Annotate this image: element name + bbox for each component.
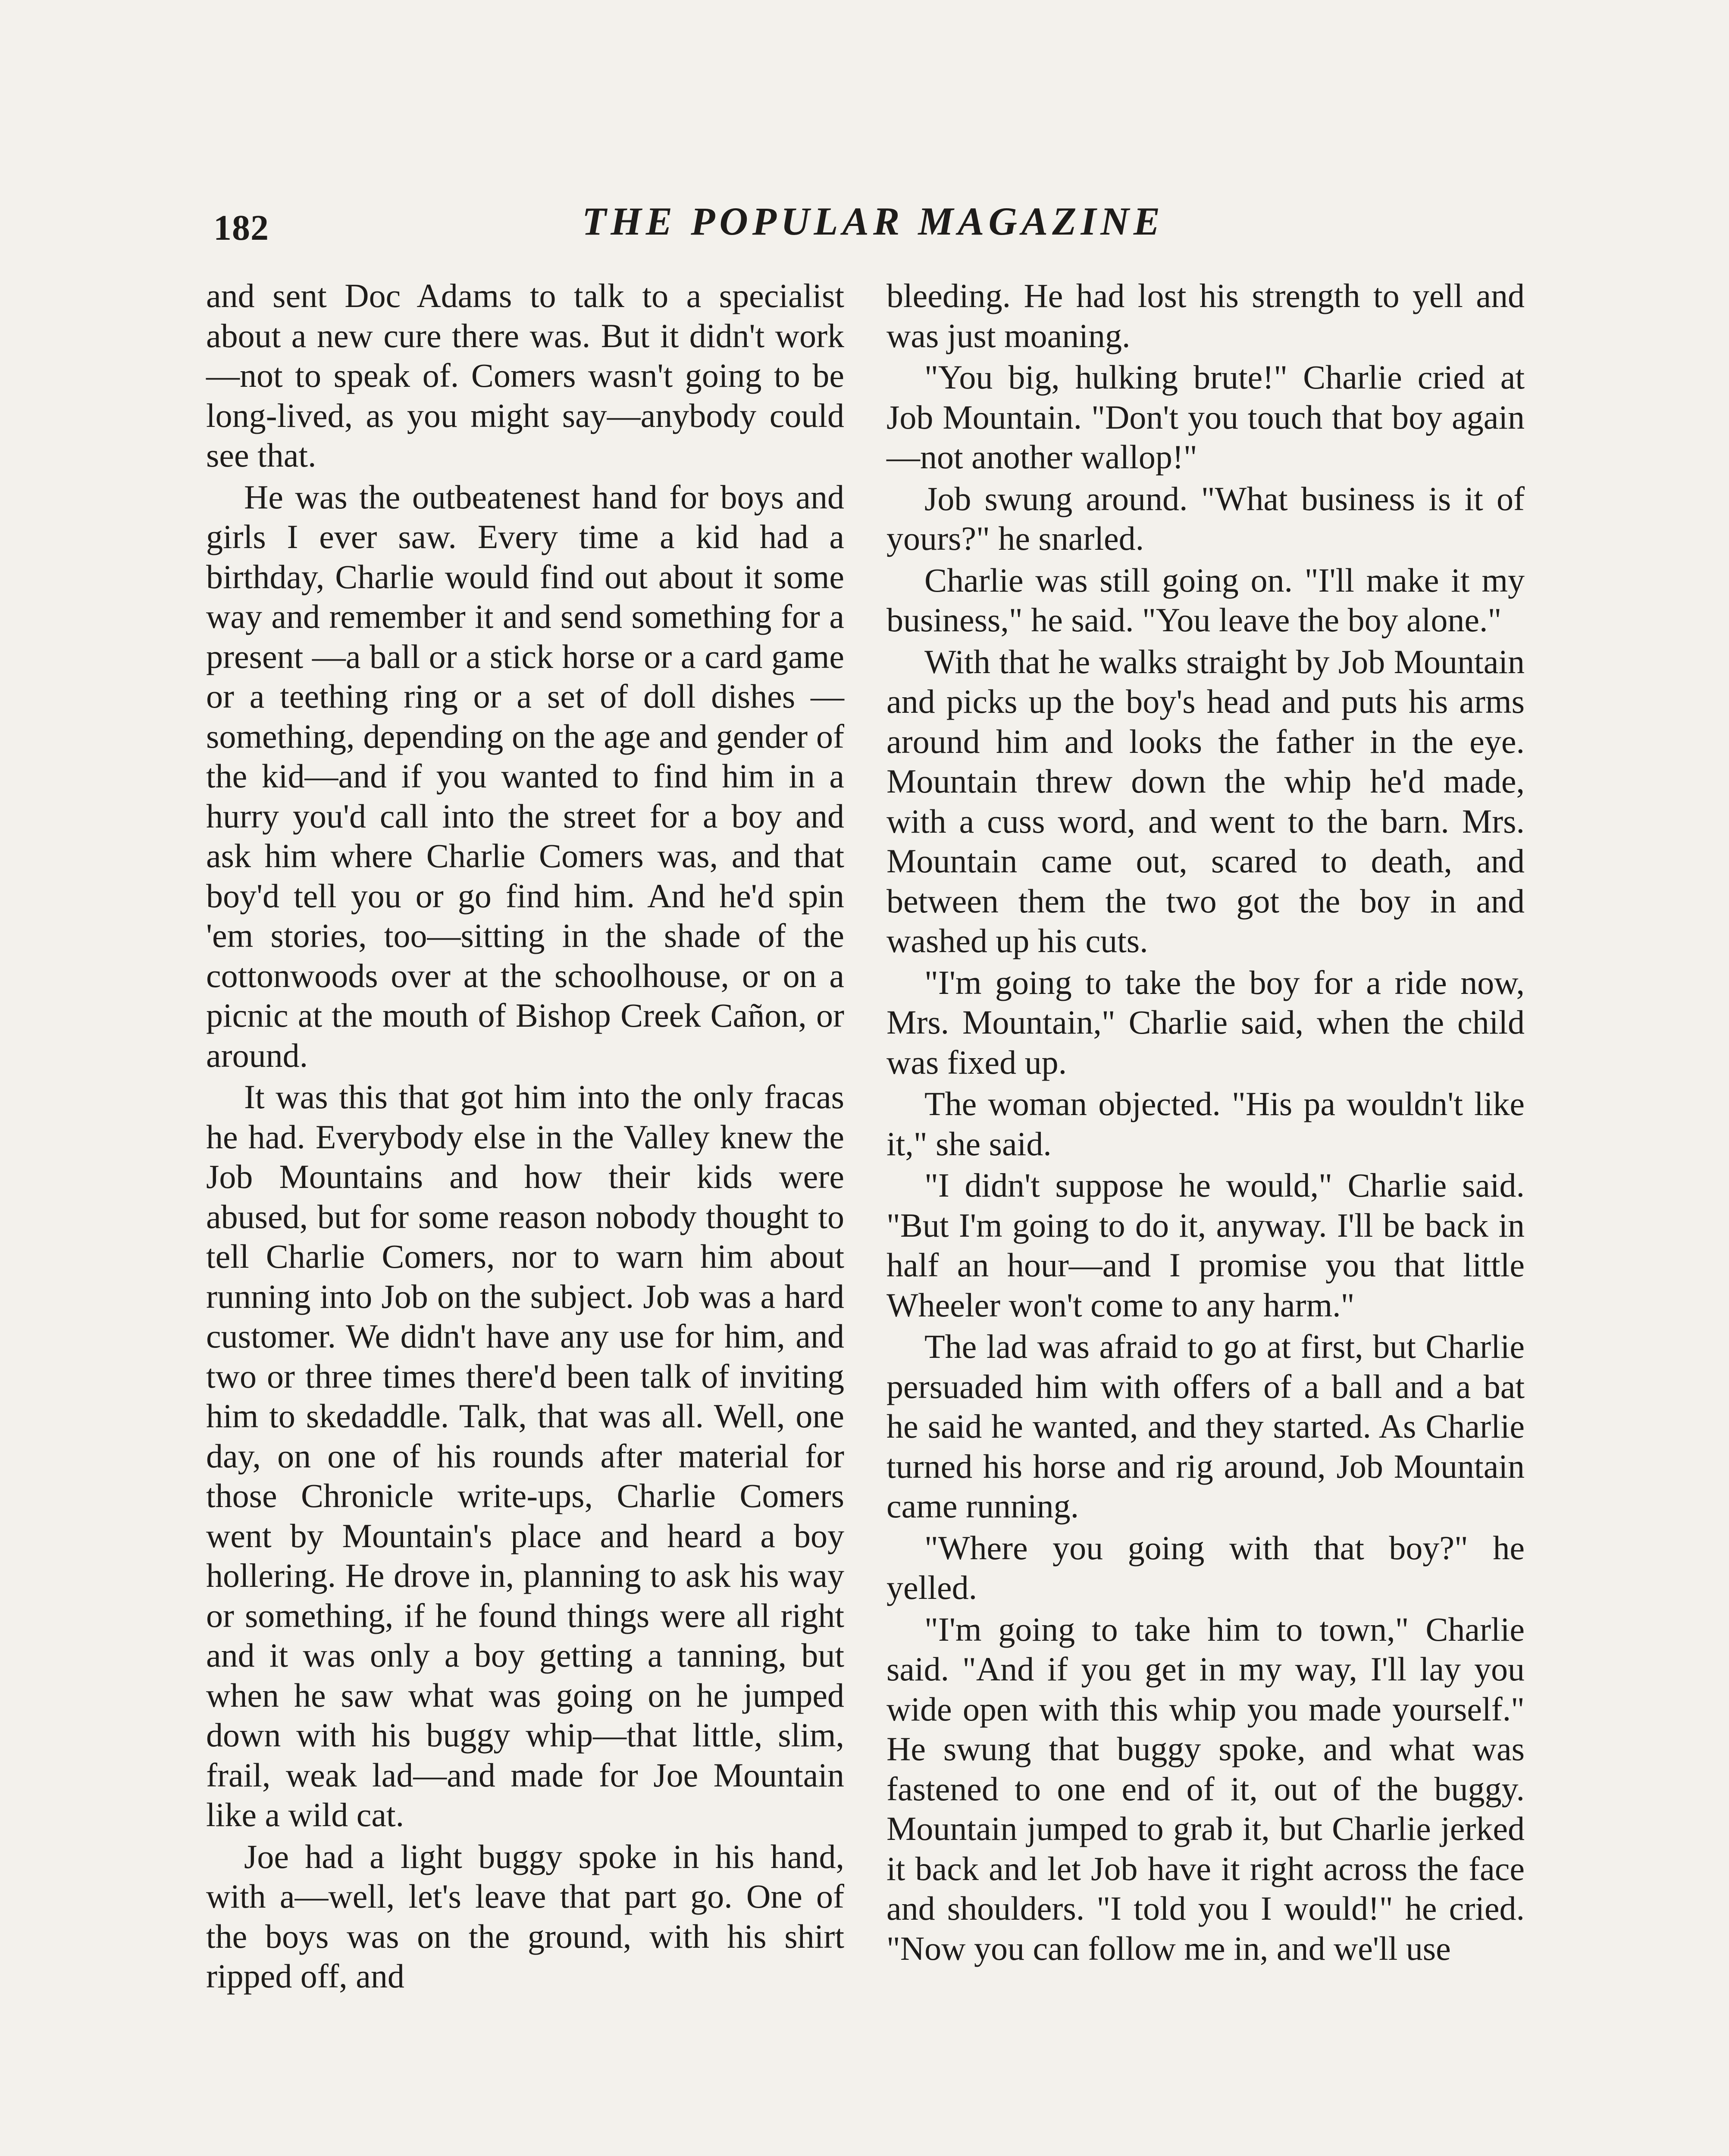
paragraph: bleeding. He had lost his strength to yell and was just moaning. — [886, 277, 1525, 354]
paragraph: Charlie was still going on. "I'll make it my business," he said. "You leave the boy alone." — [886, 561, 1525, 639]
paragraph: "I'm going to take him to town," Charlie said. "And if you get in my way, I'll lay you wide open with this whip you made yourself." He swung that buggy spoke, and what was fastened to one end of it, out of the buggy. Mountain jumped to grab it, but Charlie jerked it back and let Job have it right across the face and shoulders. "I told you I would!" he cried. "Now you can follow me in, and we'll use — [886, 1610, 1525, 1967]
paragraph: "Where you going with that boy?" he yelled. — [886, 1529, 1525, 1606]
paragraph: Job swung around. "What business is it of yours?" he snarled. — [886, 479, 1525, 557]
paragraph: He was the outbeatenest hand for boys and girls I ever saw. Every time a kid had a birthday, Charlie would find out about it some way and remember it and send something for a present —a ball or a stick horse or a card game or a teething ring or a set of doll dishes —something, depending on the age and gender of the kid—and if you wanted to find him in a hurry you'd call into the street for a boy and ask him where Charlie Comers was, and that boy'd tell you or go find him. And he'd spin 'em stories, too—sitting in the shade of the cottonwoods over at the schoolhouse, or on a picnic at the mouth of Bishop Creek Cañon, or around. — [206, 478, 844, 1074]
paragraph: and sent Doc Adams to talk to a specialist about a new cure there was. But it didn't work—not to speak of. Comers wasn't going to be long-lived, as you might say—anybody could see that. — [206, 277, 844, 474]
paragraph: The woman objected. "His pa wouldn't like it," she said. — [886, 1085, 1525, 1163]
paragraph: "You big, hulking brute!" Charlie cried at Job Mountain. "Don't you touch that boy again—not another wallop!" — [886, 358, 1525, 476]
paragraph: "I'm going to take the boy for a ride now, Mrs. Mountain," Charlie said, when the child was fixed up. — [886, 963, 1525, 1081]
page-number: 182 — [213, 208, 269, 248]
running-head: THE POPULAR MAGAZINE — [582, 199, 1165, 243]
paragraph: Joe had a light buggy spoke in his hand, with a—well, let's leave that part go. One of the boys was on the ground, with his shirt ripped off, and — [206, 1837, 844, 1995]
paragraph: It was this that got him into the only fracas he had. Everybody else in the Valley knew the Job Mountains and how their kids were abused, but for some reason nobody thought to tell Charlie Comers, nor to warn him about running into Job on the subject. Job was a hard customer. We didn't have any use for him, and two or three times there'd been talk of inviting him to skedaddle. Talk, that was all. Well, one day, on one of his rounds after material for those Chronicle write-ups, Charlie Comers went by Mountain's place and heard a boy hollering. He drove in, planning to ask his way or something, if he found things were all right and it was only a boy getting a tanning, but when he saw what was going on he jumped down with his buggy whip—that little, slim, frail, weak lad—and made for Joe Mountain like a wild cat. — [206, 1078, 844, 1833]
paragraph: The lad was afraid to go at first, but Charlie persuaded him with offers of a ball and a bat he said he wanted, and they started. As Charlie turned his horse and rig around, Job Mountain came running. — [886, 1328, 1525, 1525]
paragraph: "I didn't suppose he would," Charlie said. "But I'm going to do it, anyway. I'll be back in half an hour—and I promise you that little Wheeler won't come to any harm." — [886, 1166, 1525, 1324]
right-column — [886, 276, 1525, 1970]
left-column — [206, 276, 844, 1998]
paragraph: With that he walks straight by Job Mountain and picks up the boy's head and puts his arms around him and looks the father in the eye. Mountain threw down the whip he'd made, with a cuss word, and went to the barn. Mrs. Mountain came out, scared to death, and between them the two got the boy in and washed up his cuts. — [886, 642, 1525, 959]
